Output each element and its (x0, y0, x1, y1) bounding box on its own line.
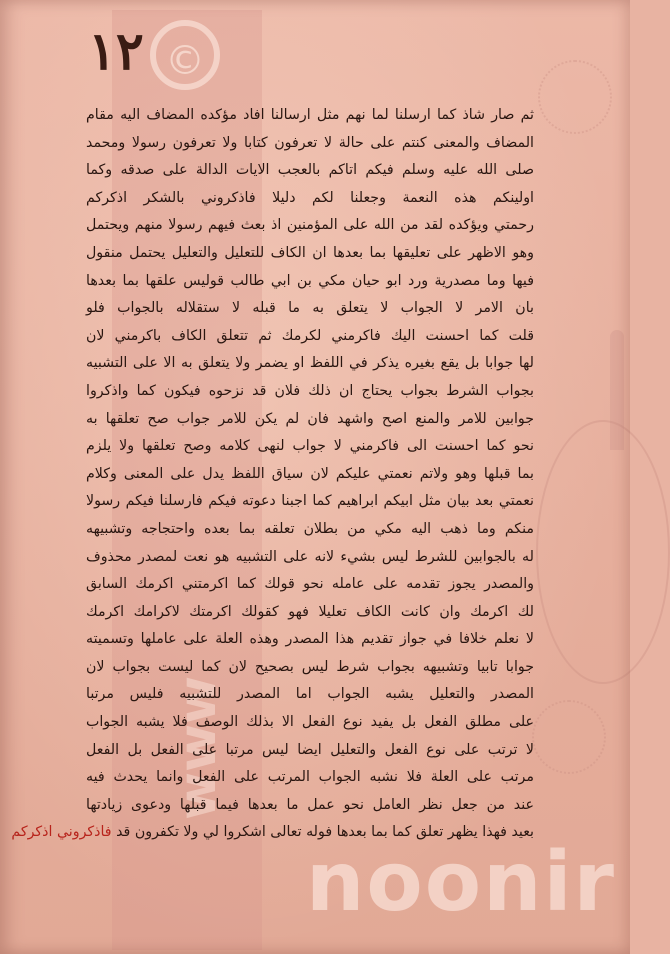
manuscript-line: ثم صار شاذ كما ارسلنا لما نهم مثل ارسالنا افاد مؤكده المضاف اليه مقام (86, 107, 534, 123)
manuscript-line: مرتب على العلة فلا نشبه الجواب المرتب على الفعل وانما يحدث فيه (86, 769, 534, 786)
floral-ornament-icon (532, 700, 606, 774)
crescent-ornament-icon (536, 420, 670, 684)
manuscript-line: جوابا تابيا وتشبيهه بجواب شرط ليس بصحيح لان كما ليست بجواب لان (86, 658, 534, 675)
manuscript-line: بعيد فهذا يظهر تعلق كما بما بعدها فوله تعالى اشكروا لي ولا تكفرون قد فاذكروني اذكركم (11, 824, 534, 841)
manuscript-line: لك اكرمك وان كانت الكاف تعليلا فهو كقولك اكرمتك لاكرامك اكرمك (86, 603, 534, 620)
floral-ornament-icon (538, 60, 612, 134)
manuscript-line: لا ترتب على نوع الفعل والتعليل ايضا ليس مرتبا على الفعل بل الفعل (86, 741, 534, 758)
manuscript-line: بما قبلها وهو ولاتم نعمتي عليكم لان سياق اللفظ يدل على المعنى وكلام (86, 465, 534, 482)
manuscript-line: لها جوابا بل يقع بغيره يذكر في اللفظ او يضمر ولا يتعلق به الا على التشبيه (86, 355, 534, 372)
manuscript-text-block (11, 102, 534, 847)
manuscript-line: له بالجوابين للشرط ليس بشيء لانه على التشبيه هو نعت لمصدر محذوف (86, 548, 534, 565)
manuscript-line: رحمتي ويؤكده لقد من الله على المؤمنين اذ بعث فيهم رسولا منهم ويحتمل (86, 217, 534, 234)
manuscript-line: بجواب الشرط بجواب يحتاج ان ذلك فلان قد نزحوه فيكون كما واذكروا (86, 382, 534, 399)
vertical-watermark-text: www (168, 675, 228, 820)
manuscript-line: على مطلق الفعل بل يفيد نوع الفعل الا بذلك الوصف فلا يشبه الجواب (86, 714, 534, 731)
manuscript-line: منكم وما ذهب اليه مكي من بطلان تعلقه بما بعده واحتجاجه وتشبيهه (86, 520, 534, 537)
manuscript-line: اولينكم هذه النعمة وجعلنا لكم دليلا فاذكروني بالشكر اذكركم (86, 189, 534, 206)
manuscript-line: بان الامر لا الجواب لا يتعلق به ما قبله لا ستقلاله بالجواب فلو (86, 300, 534, 317)
manuscript-line: المضاف والمعنى كنتم على حالة لا تعرفون كتابا ولا تعرفون رسولا ومحمد (86, 134, 534, 151)
manuscript-line: قلت كما احسنت اليك فاكرمني لكرمك ثم تتعلق الكاف باكرمني لان (86, 327, 534, 344)
manuscript-line: عند من جعل نظر العامل نحو عمل ما بعدها فيما قبلها ودعوى زيادتها (86, 796, 534, 813)
manuscript-line: فيها وما مصدرية ورد ابو حيان مكي بن ابي طالب قوليس علقها بما بعدها (86, 272, 534, 289)
manuscript-line: نحو كما احسنت الى فاكرمني لا جواب لنهى كلامه وصح تعلقها ولا يلزم (86, 438, 534, 455)
page-number: ١٢ (88, 21, 144, 82)
manuscript-line: نعمتي بعد بيان مثل ابيكم ابراهيم كما اجبنا دعوته فيكم فارسلنا فيكم رسولا (86, 493, 534, 510)
copyright-watermark-icon: © (150, 20, 220, 90)
manuscript-line: جوابين للامر والمنع اصح واشهد فان لم يكن للامر جواب صح تعلقها به (86, 410, 534, 427)
brand-watermark-logo: noonir (306, 835, 616, 930)
manuscript-line: المصدر والتعليل يشبه الجواب اما المصدر للتشبيه فليس مرتبا (86, 686, 534, 703)
rubric-phrase: فاذكروني اذكركم (11, 824, 117, 841)
manuscript-line: والمصدر يجوز تقدمه على عامله نحو قولك كما اكرمتني اكرمك السابق (86, 576, 534, 593)
manuscript-line: صلى الله عليه وسلم فيكم اتاكم بالعجب الايات الدالة على صدقه وكما (86, 162, 534, 179)
manuscript-line: وهو الاظهر على تعليقها بما بعدها ان الكاف للتعليل والتعليل يحتمل منقول (86, 244, 534, 261)
manuscript-line: لا نعلم خلافا في جواز تقديم هذا المصدر وهذه العلة على عاملها وتسميته (86, 631, 534, 648)
